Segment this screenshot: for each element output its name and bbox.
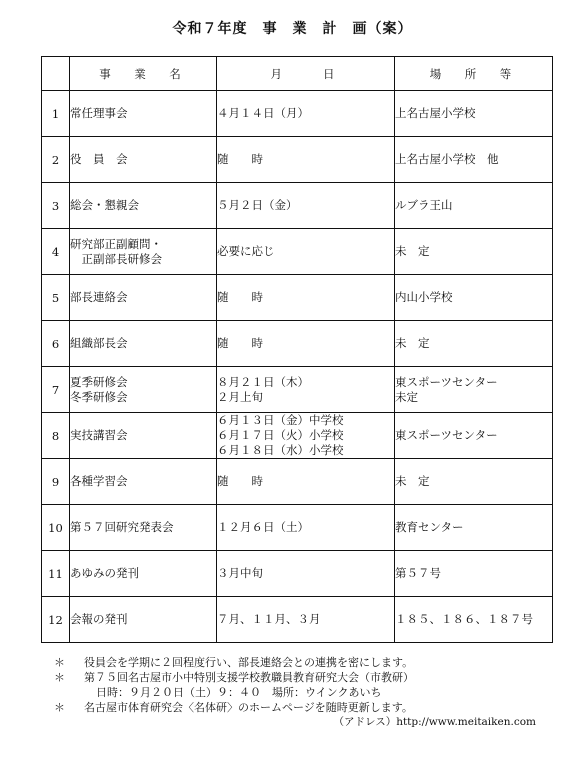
date-cell [217, 597, 395, 643]
event-name-cell [70, 367, 217, 413]
note-mark: ＊ [54, 701, 65, 714]
place-cell [395, 275, 553, 321]
row-number: 5 [42, 275, 70, 321]
header-number [42, 57, 70, 91]
event-name-cell [70, 413, 217, 459]
table-row [42, 597, 553, 643]
date-line: ６月１７日（火）小学校 [217, 428, 344, 442]
event-name-line: 会報の発刊 [70, 612, 128, 626]
place-line: 上名古屋小学校 他 [395, 152, 499, 166]
document-title: 令和７年度 事 業 計 画（案） [172, 21, 413, 37]
place-cell [395, 597, 553, 643]
place-line: 未 定 [395, 336, 430, 350]
date-cell [217, 413, 395, 459]
place-line: 未定 [395, 389, 418, 404]
date-line: ３月中旬 [217, 566, 263, 580]
row-number: 2 [42, 137, 70, 183]
row-number: 4 [42, 229, 70, 275]
place-cell [395, 459, 553, 505]
row-number: 7 [42, 367, 70, 413]
table-row [42, 551, 553, 597]
date-line: 随 時 [217, 474, 263, 488]
date-line: ２月上旬 [217, 389, 263, 404]
place-cell [395, 505, 553, 551]
date-cell [217, 505, 395, 551]
date-line: ６月１３日（金）中学校 [217, 413, 344, 427]
event-name-line: あゆみの発刊 [70, 566, 139, 580]
place-cell [395, 183, 553, 229]
event-plan-table [41, 56, 553, 643]
place-line: 上名古屋小学校 [395, 106, 476, 120]
header-date: 月 日 [217, 57, 395, 91]
row-number: 9 [42, 459, 70, 505]
place-line: 教育センター [395, 520, 464, 534]
event-name-line: 実技講習会 [70, 428, 128, 442]
table-row [42, 137, 553, 183]
date-line: ４月１４日（月） [217, 106, 309, 120]
date-cell [217, 137, 395, 183]
date-line: １２月６日（土） [217, 520, 309, 534]
table-row [42, 459, 553, 505]
row-number: 11 [42, 551, 70, 597]
note-text: 役員会を学期に２回程度行い、部長連絡会との連携を密にします。 [84, 656, 414, 669]
event-name-cell [70, 183, 217, 229]
note-item [54, 700, 554, 715]
event-name-line: 夏季研修会 [70, 374, 128, 389]
table-row [42, 367, 553, 413]
event-name-line: 常任理事会 [70, 106, 128, 120]
note-item [54, 670, 554, 685]
event-name-line: 冬季研修会 [70, 389, 128, 404]
table-header-row [42, 57, 553, 91]
header-place: 場 所 等 [395, 57, 553, 91]
place-line: 東スポーツセンター [395, 428, 498, 442]
place-cell [395, 229, 553, 275]
event-name-cell [70, 137, 217, 183]
note-mark: ＊ [54, 671, 65, 684]
event-name-cell [70, 275, 217, 321]
row-number: 8 [42, 413, 70, 459]
date-line: 必要に応じ [217, 244, 275, 258]
table-row [42, 91, 553, 137]
event-name-line: 組織部長会 [70, 336, 128, 350]
table-body [42, 91, 553, 643]
event-name-line: 役 員 会 [70, 152, 128, 166]
event-name-cell [70, 597, 217, 643]
place-cell [395, 551, 553, 597]
place-cell [395, 321, 553, 367]
place-cell [395, 367, 553, 413]
event-name-line: 正副部長研修会 [70, 251, 162, 266]
date-line: ７月、１１月、３月 [217, 612, 321, 626]
date-cell [217, 183, 395, 229]
row-number: 12 [42, 597, 70, 643]
date-line: ６月１８日（水）小学校 [217, 443, 344, 457]
table-row [42, 505, 553, 551]
event-name-line: 研究部正副顧問・ [70, 236, 162, 251]
date-line: 随 時 [217, 336, 263, 350]
event-name-cell [70, 229, 217, 275]
row-number: 3 [42, 183, 70, 229]
event-name-cell [70, 459, 217, 505]
header-event-name: 事 業 名 [70, 57, 217, 91]
event-name-line: 部長連絡会 [70, 290, 128, 304]
note-text: 名古屋市体育研究会〈名体研〉のホームページを随時更新します。 [84, 701, 413, 714]
date-line: ８月２１日（木） [217, 374, 309, 389]
note-mark: ＊ [54, 656, 65, 669]
row-number: 1 [42, 91, 70, 137]
event-name-line: 各種学習会 [70, 474, 128, 488]
note-text: 日時：９月２０日（土）９：４０ 場所：ウインクあいち [96, 686, 382, 699]
event-name-cell [70, 505, 217, 551]
date-cell [217, 459, 395, 505]
note-text: 第７５回名古屋市小中特別支援学校教職員教育研究大会（市教研） [84, 671, 414, 684]
notes-section [54, 655, 554, 730]
table-row [42, 183, 553, 229]
date-line: ５月２日（金） [217, 198, 298, 212]
table-row [42, 275, 553, 321]
place-cell [395, 413, 553, 459]
row-number: 6 [42, 321, 70, 367]
date-line: 随 時 [217, 152, 263, 166]
date-cell [217, 321, 395, 367]
date-cell [217, 367, 395, 413]
note-item [54, 685, 554, 700]
table-row [42, 413, 553, 459]
date-cell [217, 91, 395, 137]
date-line: 随 時 [217, 290, 263, 304]
event-name-cell [70, 91, 217, 137]
place-line: 未 定 [395, 244, 430, 258]
date-cell [217, 551, 395, 597]
event-name-cell [70, 321, 217, 367]
place-line: 東スポーツセンター [395, 374, 498, 389]
table-row [42, 229, 553, 275]
place-line: 内山小学校 [395, 290, 453, 304]
place-line: １８５、１８６、１８７号 [395, 612, 533, 626]
place-line: 未 定 [395, 474, 430, 488]
place-cell [395, 91, 553, 137]
date-cell [217, 275, 395, 321]
row-number: 10 [42, 505, 70, 551]
place-cell [395, 137, 553, 183]
homepage-address: （アドレス）http://www.meitaiken.com [333, 716, 536, 728]
event-name-line: 第５７回研究発表会 [70, 520, 174, 534]
place-line: ルブラ王山 [395, 198, 453, 212]
date-cell [217, 229, 395, 275]
event-name-line: 総会・懇親会 [70, 198, 139, 212]
place-line: 第５７号 [395, 566, 441, 580]
table-row [42, 321, 553, 367]
event-name-cell [70, 551, 217, 597]
note-item [54, 655, 554, 670]
